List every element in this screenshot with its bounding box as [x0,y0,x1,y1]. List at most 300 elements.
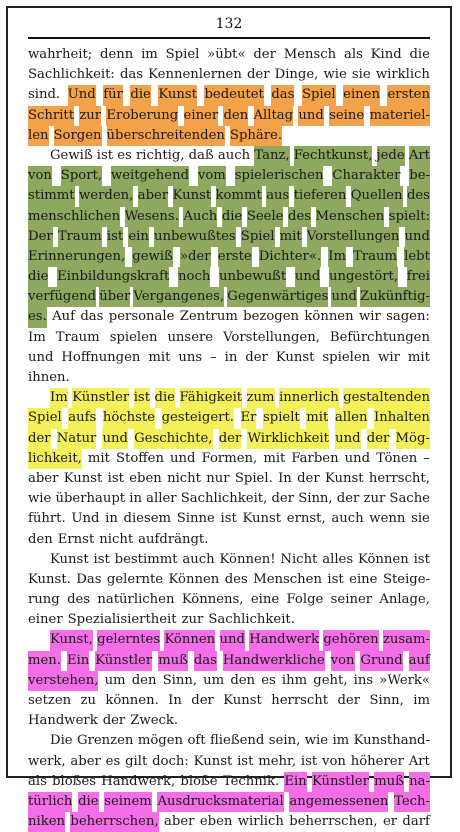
text-line [28,469,430,489]
text-line [28,307,430,327]
word: aber [28,470,59,486]
word: denn [100,47,134,62]
word: eben [199,814,233,830]
word: Fähigkeit [180,388,243,408]
word: Und [68,85,96,105]
word: Wesens. [125,207,179,227]
word: von [331,651,355,671]
word: als [343,47,363,62]
text-line [28,429,430,449]
word: Anlage, [379,592,430,608]
text-line [28,550,430,570]
text-line [28,368,430,388]
word: lichkeit, [28,449,82,469]
word: Das [76,571,102,587]
word: Sinn, [369,693,404,708]
word: diesem [123,511,172,527]
word: Können [357,551,409,567]
word: und [102,429,127,449]
word: Traum [58,227,102,247]
word: Sinn, [298,491,333,507]
word: weitgehend [111,166,189,186]
word: personale [108,309,175,325]
word: doch: [152,753,189,769]
word: Geschichte, [134,429,212,449]
word: nicht [167,470,201,486]
word: und [220,630,245,650]
text-line [28,65,430,85]
word: Spezialisiertheit [67,612,177,628]
word: auch [217,147,251,163]
word: Gewiß [50,147,93,163]
word: Künstler [312,772,369,792]
word: Menschen [316,207,385,227]
word: um [203,672,225,688]
word: Handwerk [28,713,98,729]
word: fließend [210,733,265,749]
word: zur [363,491,386,507]
word: einer [184,106,219,126]
word: das [119,67,144,83]
word: einer [28,612,63,628]
word: Seele [247,207,284,227]
text-line [28,247,430,267]
text-line [28,388,430,408]
word: der [336,491,360,507]
word: – [423,450,430,466]
word: Zentrum [179,309,238,325]
word: der [246,67,270,83]
word: Können [164,630,215,650]
word: Spiel [28,408,62,428]
word: überschreitenden [107,126,225,146]
word: verstehen, [28,671,98,691]
word: menschlichen [28,207,120,227]
word: Kunst [63,470,103,486]
word: Traum [353,247,397,267]
word: Sache [389,491,430,507]
word: Kennenlernen [148,67,242,83]
text-line [28,449,430,469]
word: Handwerk, [101,773,176,789]
word: des [288,207,311,227]
word: in [224,349,238,365]
word: Im [28,329,46,345]
word: wenn [369,511,406,527]
word: über [99,287,130,307]
word: ist [134,388,150,408]
word: das [271,85,294,105]
word: oft [187,733,206,749]
word: mit [280,227,302,247]
word: Technik. [222,773,280,789]
word: als [28,773,47,789]
word: er [382,814,398,830]
word: gewiß [132,247,173,267]
word: mehr, [258,753,297,769]
word: zu [80,693,96,708]
word: wahrheit; [28,47,93,62]
word: des [224,571,248,587]
word: und [170,450,196,466]
word: Kind [370,47,402,62]
word: Im [328,247,346,267]
word: ungestört, [329,267,398,287]
word: im [332,733,350,749]
text-line [28,408,430,428]
text-line [28,651,430,671]
word: Kunst [242,511,282,527]
word: – [210,349,217,365]
word: jede [377,146,405,166]
word: und [298,106,323,126]
word: Farben [291,450,339,466]
word: können. [105,693,159,708]
word: Kunst [50,551,89,567]
word: allen [335,408,368,428]
word: Spiel [241,227,275,247]
word: Spiel. [234,470,273,486]
word: mit [87,450,110,466]
book-page [6,6,452,830]
word: Vorstellungen, [223,329,320,345]
word: aber [138,186,168,206]
word: setzen [28,693,72,708]
word: ihnen. [28,370,70,385]
word: ersten [387,85,429,105]
word: gehören [323,630,378,650]
word: Traum [55,329,100,345]
word: werk, [28,753,66,769]
word: des [407,186,430,206]
word: von [322,753,346,769]
word: Stoffen [116,450,164,466]
word: höherer [350,753,404,769]
word: der [367,429,390,449]
word: zusam- [383,630,430,650]
word: Könnens, [181,592,244,608]
word: Tech- [394,792,430,812]
word: gelerntes [97,630,160,650]
word: wir [378,349,400,365]
word: eine [250,592,280,608]
word: nicht [99,531,134,547]
word: Kunst [193,753,233,769]
word: wirlich [237,814,284,830]
word: daß [188,147,214,163]
word: es [261,672,276,688]
text-line [28,509,430,529]
text-line [28,772,430,792]
word: Grenzen [77,733,134,749]
word: nur [206,470,230,486]
word: Hoffnungen [61,349,141,365]
word: ist [327,571,344,587]
word: die [409,47,430,62]
word: ist [107,227,123,247]
word: innerlich [279,388,339,408]
word: auf [409,651,430,671]
word: seinem [104,792,152,812]
word: tieferen [294,186,347,206]
text-line [28,812,430,832]
word: noch [178,267,210,287]
word: den [223,106,248,126]
word: führt. [28,511,66,527]
word: Einbildungskraft [57,267,169,287]
word: zum [247,388,275,408]
word: muß [158,651,188,671]
word: niken [28,812,65,832]
text-line [28,691,430,711]
word: Dinge, [274,67,319,83]
word: ein [128,227,149,247]
word: Die [50,733,73,749]
word: in [129,491,142,507]
word: in [105,511,118,527]
word: der [271,491,295,507]
word: In [168,693,182,708]
word: Sachlichkeit: [28,67,115,83]
word: wie [323,67,347,83]
word: unsere [167,329,214,345]
word: Zukünftig- [360,287,430,307]
word: Dichter«. [259,247,321,267]
word: seine [329,106,364,126]
word: Alltag [254,106,294,126]
word: uns [178,349,203,365]
word: rung [28,592,60,608]
word: be- [409,166,430,186]
word: im [141,47,158,62]
word: frei [407,267,430,287]
word: Können! [219,551,276,567]
word: »übt« [207,47,246,62]
word: den [28,531,53,547]
word: Mög- [396,429,430,449]
word: das [194,651,217,671]
word: ist [300,753,318,769]
word: angemessenen [289,792,388,812]
word: das [80,309,104,325]
word: mögen [137,733,184,749]
word: um [104,672,126,688]
word: der [102,713,126,729]
word: Ein [67,651,89,671]
text-line [28,106,430,126]
word: spielt [263,408,300,428]
word: Und [71,511,100,527]
word: Kunst [158,85,197,105]
word: darf [402,814,430,830]
word: eine [349,571,378,587]
word: Steige- [382,571,430,587]
word: erste [218,247,252,267]
word: ist [220,511,237,527]
word: bloße [180,773,218,789]
word: aber [164,814,195,830]
word: der [337,693,361,708]
word: auch [331,511,364,527]
word: für [103,85,123,105]
word: Künstler [95,651,152,671]
text-line [28,186,430,206]
word: ist [107,470,124,486]
word: türlich [28,792,72,812]
word: na- [409,772,430,792]
word: »Werk« [379,672,430,688]
text-line [28,166,430,186]
word: sie [411,511,430,527]
word: Mensch [283,47,337,62]
word: ist [93,551,110,567]
header-rule [28,37,430,39]
word: gilt [125,753,148,769]
body-text [28,45,430,832]
word: mit [148,349,171,365]
word: Der [28,227,53,247]
text-line [28,752,430,772]
word: Wirklichkeit [247,429,328,449]
word: Sachlichkeit. [208,612,295,628]
word: wir [358,309,381,325]
word: gestaltenden [343,388,430,408]
word: spielt: [389,207,430,227]
word: seiner [330,592,373,608]
word: im [413,693,430,708]
word: und [335,429,360,449]
word: geht, [313,672,348,688]
word: zur [181,612,204,628]
word: Künstler [72,388,129,408]
word: und [331,287,356,307]
word: die [28,267,48,287]
word: den [131,672,157,688]
word: mit [407,349,430,365]
word: Art [408,753,430,769]
word: ernst, [286,511,326,527]
text-line [28,45,430,65]
word: der [297,470,320,486]
word: Erinnerungen, [28,247,125,267]
word: lebt [404,247,430,267]
word: Auch [183,207,217,227]
word: werden, [79,186,133,206]
word: spielerischen [235,166,324,186]
text-line [28,126,430,146]
word: unbewußt [219,267,286,287]
word: Quellen [351,186,403,206]
word: sind. [28,87,61,103]
word: wie [304,733,329,749]
word: es [105,753,121,769]
text-line [28,489,430,509]
word: Tanz, [254,146,289,166]
word: aufs [68,408,96,428]
word: Auf [52,309,76,325]
word: eben [129,470,162,486]
word: und [405,227,430,247]
word: unbewußtes [154,227,236,247]
word: bezogen [243,309,300,325]
word: zur [79,106,101,126]
word: sein, [268,733,301,749]
word: Kunst, [50,630,93,650]
text-line [28,328,430,348]
word: Handwerkliche [223,651,325,671]
word: In [278,470,292,486]
text-line [28,207,430,227]
word: die [130,85,150,105]
word: herrscht, [368,470,430,486]
word: der [219,429,242,449]
word: Sorgen [54,126,102,146]
word: »der [180,247,211,267]
word: der [253,47,276,62]
text-line [28,792,430,812]
word: es [117,147,132,163]
word: Grund [360,651,402,671]
text-line [28,267,430,287]
word: Inhalten [374,408,430,428]
word: vom [198,166,226,186]
word: ist [237,753,254,769]
text-line [28,610,430,630]
text-line [28,731,430,751]
word: der [28,429,51,449]
word: können [304,309,354,325]
word: spielen [322,349,371,365]
word: Kunst. [28,571,71,587]
text-line [28,348,430,368]
word: Handwerk [249,630,319,650]
word: sagen: [386,309,430,325]
word: Tönen [376,450,418,466]
word: Kunst [223,693,262,708]
word: alles [322,551,354,567]
word: beherrschen, [289,814,378,830]
word: die [222,207,242,227]
word: Kunsthand- [353,733,430,749]
word: herrscht [271,693,329,708]
word: es. [28,307,47,327]
word: aber [70,753,101,769]
word: Spiel [165,47,200,62]
word: Formen, [201,450,258,466]
text-line [28,530,430,550]
word: Kunst [275,349,315,365]
word: aus [266,186,289,206]
word: Vorstellungen [307,227,400,247]
text-line [28,570,430,590]
word: Schritt [28,106,74,126]
word: richtig, [135,147,185,163]
text-line [28,146,430,166]
word: Charakter [332,166,400,186]
word: Ernst [57,531,95,547]
text-line [28,671,430,691]
word: men. [28,651,61,671]
word: ist [96,147,114,163]
word: Ausdrucksmaterial [157,792,283,812]
page-number: 132 [215,16,243,32]
word: Gegenwärtiges [227,287,328,307]
word: Ein [284,772,306,792]
word: stimmt [28,186,75,206]
word: Nicht [280,551,318,567]
word: und [28,349,54,365]
word: muß [374,772,404,792]
